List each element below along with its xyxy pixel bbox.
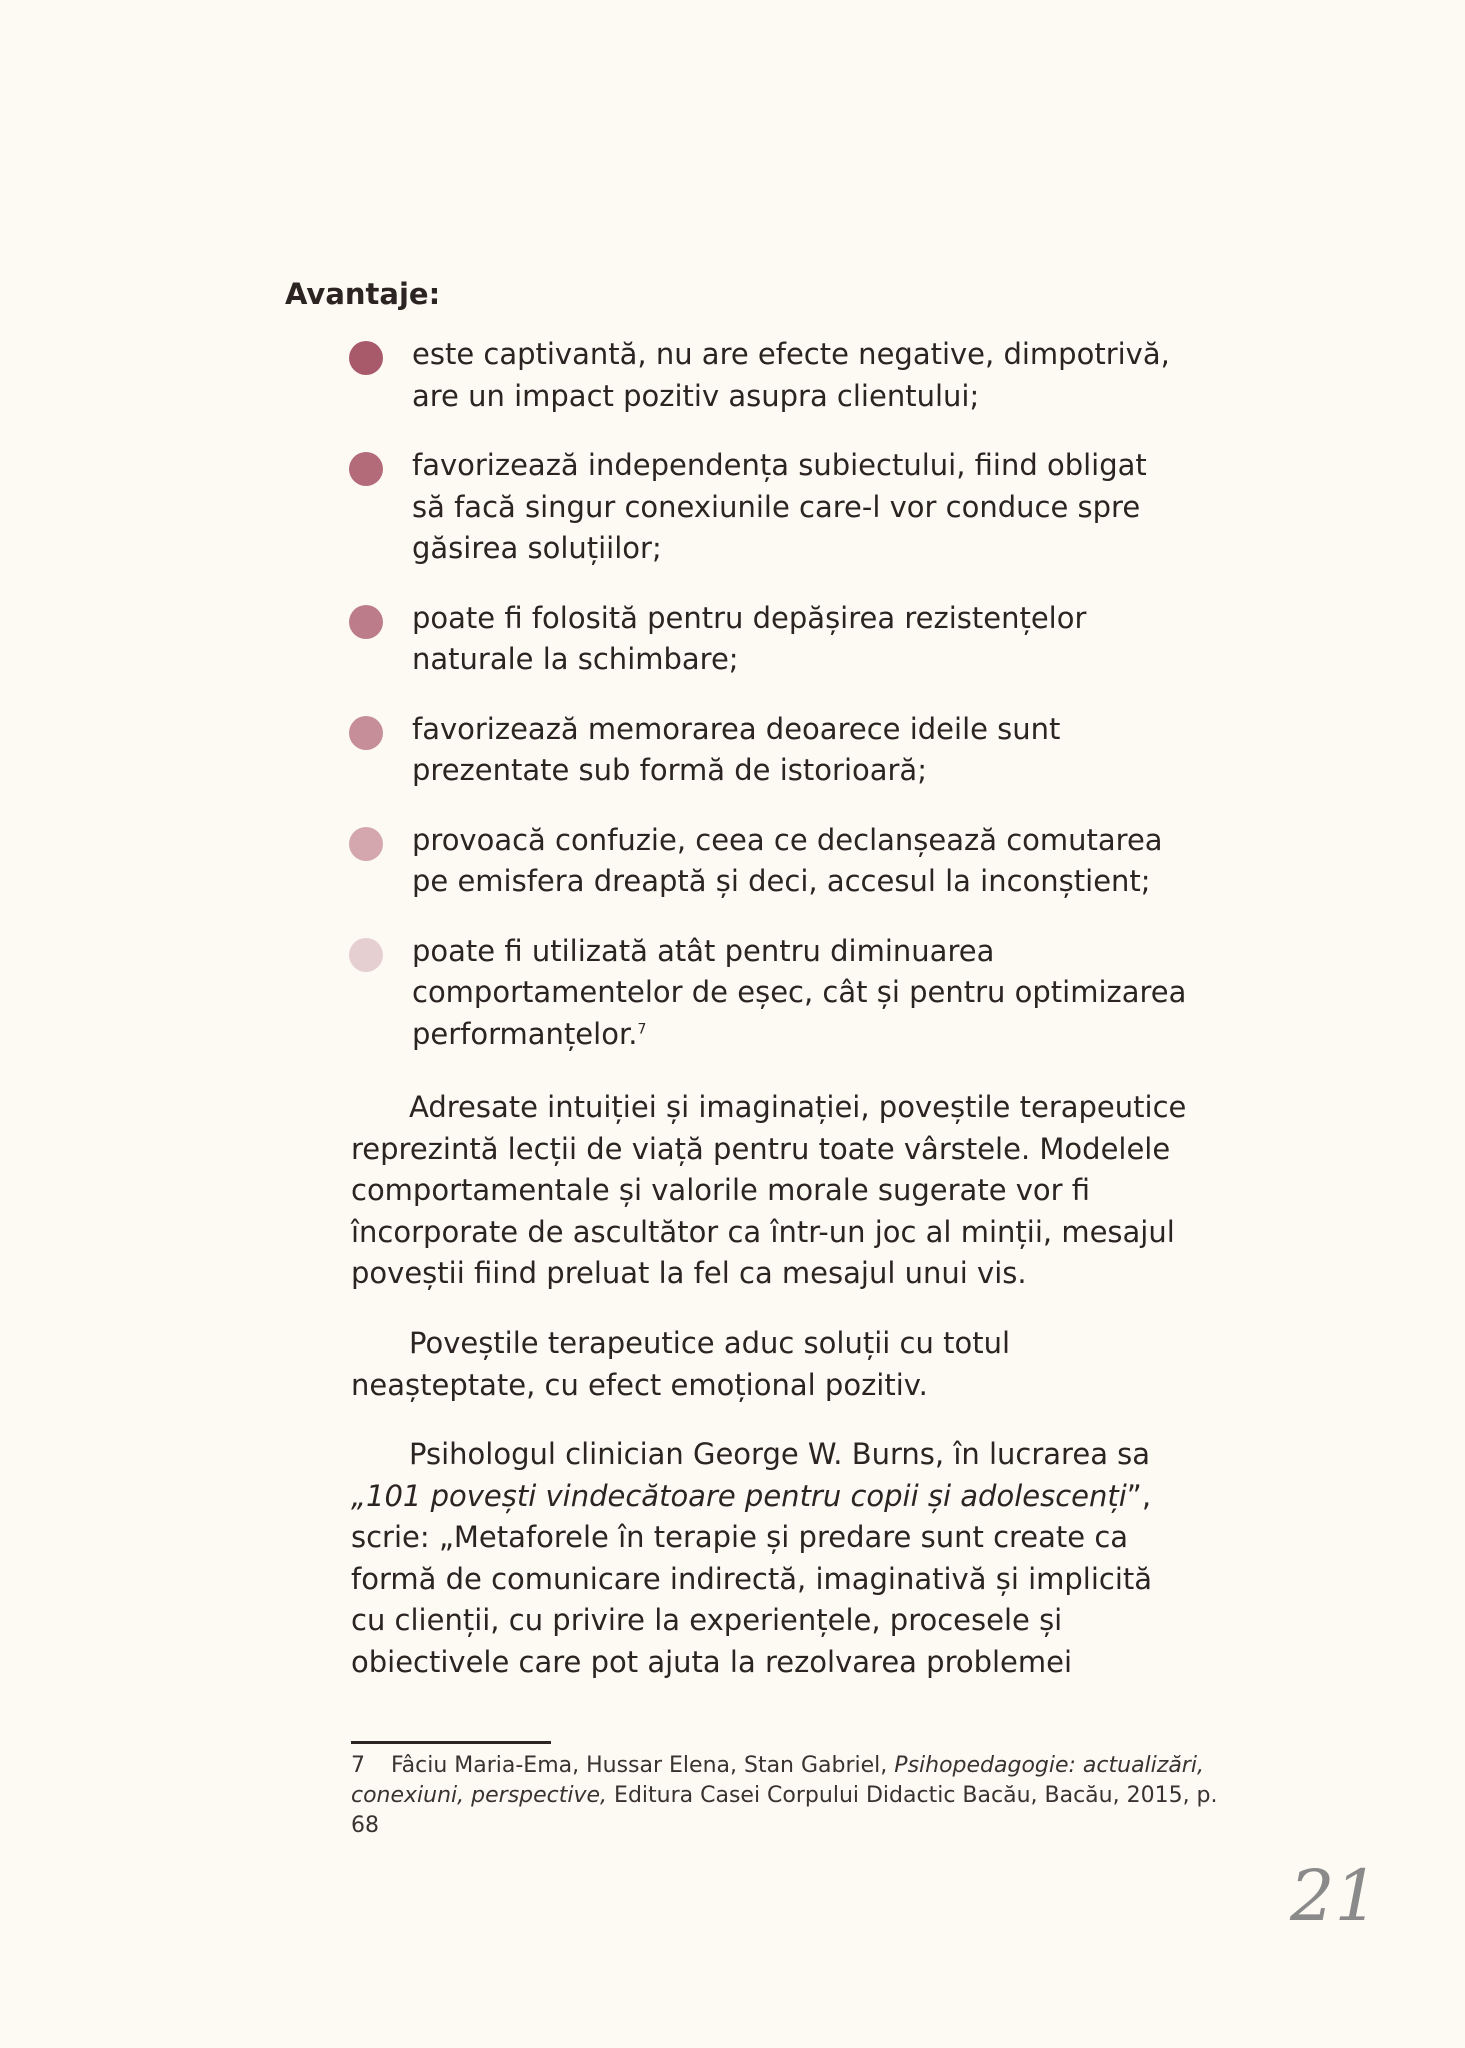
bullet-dot-icon xyxy=(349,938,383,972)
footnote-number: 7 xyxy=(351,1753,365,1778)
paragraph-solutions xyxy=(351,1323,1231,1406)
footnote-authors: Fâciu Maria-Ema, Hussar Elena, Stan Gabriel, xyxy=(391,1753,888,1778)
list-item-line: comportamentelor de eșec, cât și pentru optimizarea xyxy=(412,975,1187,1009)
list-item-line: favorizează memorarea deoarece ideile sunt xyxy=(412,711,1061,746)
list-item-line: performanțelor. xyxy=(412,1016,638,1051)
list-item-line: să facă singur conexiunile care-l vor conduce spre xyxy=(412,489,1141,524)
bullet-dot-icon xyxy=(349,452,383,486)
page-number: 21 xyxy=(1290,1855,1380,1937)
paragraph-line: neașteptate, cu efect emoțional pozitiv. xyxy=(351,1367,928,1402)
paragraph-line: poveștii fiind preluat la fel ca mesajul unui vis. xyxy=(351,1256,1027,1290)
paragraph-line: comportamentale și valorile morale sugerate vor fi xyxy=(351,1173,1091,1207)
advantages-list xyxy=(349,334,1229,1083)
bullet-dot-icon xyxy=(349,605,383,639)
bullet-dot-icon xyxy=(349,716,383,750)
footnote-reference[interactable]: 7 xyxy=(637,1020,647,1037)
list-item xyxy=(349,598,1229,681)
list-item-line: este captivantă, nu are efecte negative, dimpotrivă, xyxy=(412,337,1170,371)
list-item-line: pe emisfera dreaptă și deci, accesul la inconștient; xyxy=(412,864,1151,898)
paragraph-line: obiectivele care pot ajuta la rezolvarea problemei xyxy=(351,1644,1073,1679)
footnote-title: Psihopedagogie: actualizări, xyxy=(894,1753,1204,1778)
footnote-title: conexiuni, perspective, xyxy=(351,1783,608,1808)
list-item-line: provoacă confuzie, ceea ce declanșează comutarea xyxy=(412,822,1163,857)
list-item-line: prezentate sub formă de istorioară; xyxy=(412,753,927,787)
paragraph-intro xyxy=(351,1087,1231,1295)
paragraph-line: formă de comunicare indirectă, imaginativă și implicită xyxy=(351,1561,1153,1596)
list-item-line: are un impact pozitiv asupra clientului; xyxy=(412,378,980,413)
footnote xyxy=(351,1751,1231,1841)
footnote-page: 68 xyxy=(351,1813,379,1838)
list-item xyxy=(349,709,1229,792)
paragraph-line: Poveștile terapeutice aduc soluții cu totul xyxy=(409,1326,1010,1360)
book-title: „101 povești vindecătoare pentru copii și adolescenți xyxy=(351,1478,1127,1513)
list-item xyxy=(349,334,1229,417)
bullet-dot-icon xyxy=(349,341,383,375)
paragraph-line: Psihologul clinician George W. Burns, în lucrarea sa xyxy=(409,1437,1151,1471)
paragraph-line: încorporate de ascultător ca într-un joc al minții, mesajul xyxy=(351,1214,1175,1249)
paragraph-line: cu clienții, cu privire la experiențele, procesele și xyxy=(351,1603,1063,1637)
bullet-dot-icon xyxy=(349,827,383,861)
footnote-publisher: Editura Casei Corpului Didactic Bacău, Bacău, 2015, p. xyxy=(614,1783,1218,1808)
list-item-line: poate fi utilizată atât pentru diminuarea xyxy=(412,933,995,968)
footnote-divider xyxy=(351,1741,551,1744)
section-heading: Avantaje: xyxy=(285,277,441,311)
paragraph-line: Adresate intuiției și imaginației, poveștile terapeutice xyxy=(409,1090,1187,1124)
paragraph-line: ”, xyxy=(1126,1478,1152,1513)
list-item-line: poate fi folosită pentru depășirea rezistențelor xyxy=(412,600,1087,635)
list-item-line: favorizează independența subiectului, fiind obligat xyxy=(412,448,1147,482)
list-item xyxy=(349,445,1229,570)
paragraph-line: scrie: „Metaforele în terapie și predare sunt create ca xyxy=(351,1520,1129,1554)
list-item xyxy=(349,820,1229,903)
paragraph-line: reprezintă lecții de viață pentru toate vârstele. Modelele xyxy=(351,1131,1171,1166)
list-item-line: găsirea soluțiilor; xyxy=(412,531,662,565)
list-item-line: naturale la schimbare; xyxy=(412,642,739,676)
list-item xyxy=(349,931,1229,1056)
paragraph-burns xyxy=(351,1434,1231,1683)
